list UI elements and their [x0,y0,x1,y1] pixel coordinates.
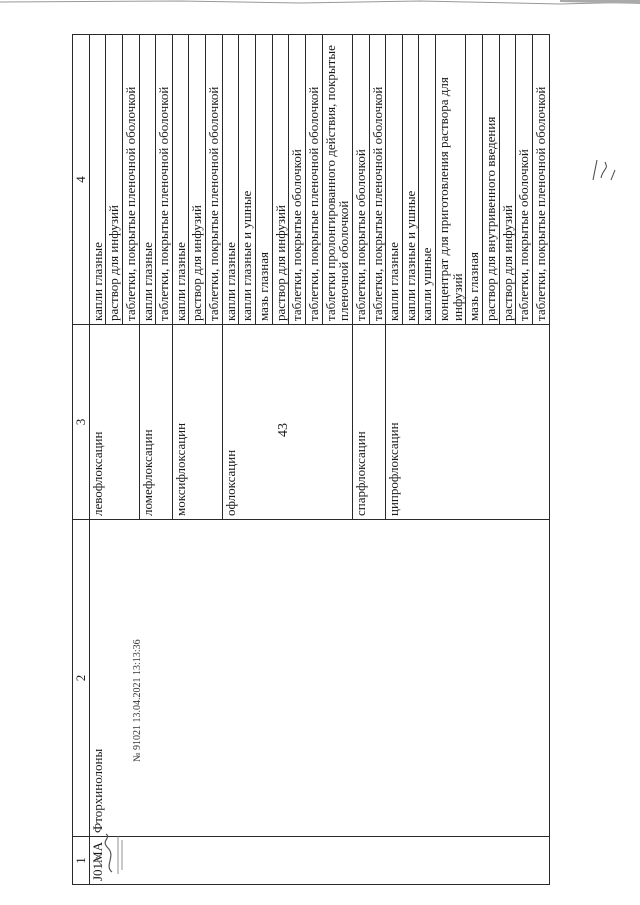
dosage-form-cell: таблетки, покрытые пленочной оболочкой [156,35,173,325]
dosage-form-cell: капли глазные и ушные [239,35,256,325]
dosage-form-cell: раствор для инфузий [106,35,123,325]
drug-name-cell: левофлоксацин [89,325,139,520]
dosage-form-cell: таблетки, покрытые пленочной оболочкой [532,35,549,325]
dosage-form-cell: капли глазные [172,35,189,325]
header-row [73,35,90,885]
pharmacological-group-cell: Фторхинолоны [89,520,549,837]
dosage-form-cell: таблетки, покрытые пленочной оболочкой [305,35,322,325]
dosage-form-cell: концентрат для приготовления раствора для инфузий [436,35,466,325]
dosage-form-cell: раствор для инфузий [499,35,516,325]
header-col-3: 3 [73,325,90,520]
dosage-form-cell: раствор для инфузий [272,35,289,325]
dosage-form-cell: таблетки, покрытые оболочкой [352,35,369,325]
drug-name-cell: офлоксацин [222,325,352,520]
dosage-form-cell: капли глазные [222,35,239,325]
dosage-form-cell: таблетки пролонгированного действия, покрытые пленочной оболочкой [322,35,352,325]
dosage-form-cell: раствор для внутривенного введения [483,35,500,325]
header-col-2: 2 [73,520,90,837]
pen-mark-image [585,150,625,190]
drug-name-cell: ципрофлоксацин [386,325,549,520]
page-number: 43 [276,423,291,437]
dosage-form-cell: таблетки, покрытые пленочной оболочкой [122,35,139,325]
header-col-1: 1 [73,837,90,885]
document-registration-stamp: № 91021 13.04.2021 13:13:36 [132,639,143,762]
dosage-form-cell: капли глазные [386,35,403,325]
seal-stamp-image [82,830,132,880]
dosage-form-cell: раствор для инфузий [189,35,206,325]
dosage-form-cell: капли ушные [419,35,436,325]
dosage-form-cell: капли глазные [139,35,156,325]
drug-name-cell: ломефлоксацин [139,325,172,520]
table-body [89,35,549,885]
drug-name-cell: моксифлоксацин [172,325,222,520]
dosage-form-cell: таблетки, покрытые оболочкой [516,35,533,325]
dosage-form-cell: капли глазные [89,35,106,325]
dosage-form-cell: капли глазные и ушные [402,35,419,325]
dosage-form-cell: мазь глазная [256,35,273,325]
dosage-form-cell: мазь глазная [466,35,483,325]
scan-edge-artifact [0,0,640,14]
dosage-form-cell: таблетки, покрытые пленочной оболочкой [369,35,386,325]
dosage-form-cell: таблетки, покрытые оболочкой [289,35,306,325]
atc-code-cell: J01MA [89,837,549,885]
dosage-form-cell: таблетки, покрытые пленочной оболочкой [206,35,223,325]
drug-name-cell: спарфлоксацин [352,325,385,520]
header-col-4: 4 [73,35,90,325]
table-row [89,35,106,885]
